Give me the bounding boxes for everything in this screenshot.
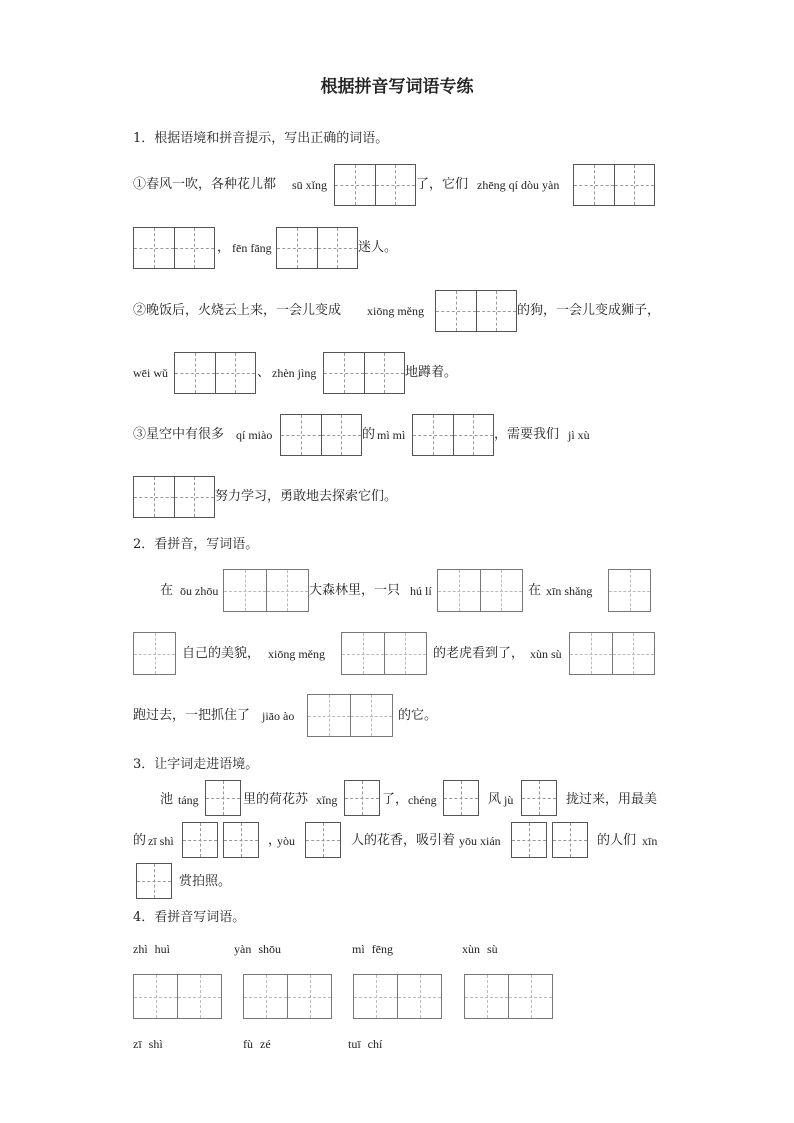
- answer-box-q1-s2-2[interactable]: [174, 352, 256, 394]
- q1-s1-text-a: ①春风一吹，各种花儿都: [133, 177, 277, 192]
- answer-box-q2-1[interactable]: [223, 569, 309, 612]
- q1-s2-pinyin-1: xiōng měng: [367, 304, 424, 318]
- answer-box-q1-s1-2a[interactable]: [573, 164, 655, 206]
- answer-box-q2-3b[interactable]: [133, 632, 176, 675]
- q1-s3-pinyin-1: qí miào: [236, 428, 273, 442]
- q1-s1-pinyin-1: sū xǐng: [292, 178, 328, 192]
- q3-pinyin-1: táng: [178, 793, 199, 807]
- q2-pinyin-4: xiōng měng: [268, 647, 325, 661]
- answer-box-q3-2[interactable]: [344, 780, 380, 816]
- q1-s2-text-c: 、: [257, 365, 271, 380]
- q4-pinyin-2: yàn shōu: [234, 942, 281, 956]
- q1-s2-pinyin-2: wēi wǔ: [133, 366, 168, 380]
- q2-heading: 2．看拼音，写词语。: [133, 537, 259, 552]
- answer-box-q1-s3-1[interactable]: [280, 414, 362, 456]
- q4-pinyin-4: xùn sù: [462, 942, 498, 956]
- answer-box-q1-s2-3[interactable]: [323, 352, 405, 394]
- q1-s2-text-b: 的狗，一会儿变成狮子，: [517, 303, 661, 318]
- answer-box-q4-4[interactable]: [464, 974, 553, 1019]
- answer-box-q2-6[interactable]: [307, 694, 393, 737]
- q1-s3-text-a: ③星空中有很多: [133, 427, 225, 442]
- q3-pinyin-2: xǐng: [316, 793, 338, 807]
- answer-box-q1-s3-2[interactable]: [412, 414, 494, 456]
- q1-s3-pinyin-3: jì xù: [568, 428, 590, 442]
- answer-box-q2-4[interactable]: [341, 632, 427, 675]
- answer-box-q3-5b[interactable]: [223, 822, 259, 858]
- q1-s1-text-d: 迷人。: [358, 240, 398, 255]
- q1-s3-text-d: 努力学习，勇敢地去探索它们。: [215, 489, 398, 504]
- q2-pinyin-5: xùn sù: [530, 647, 562, 661]
- q3-text-d: 风: [488, 792, 502, 807]
- q3-text-i: 的人们: [597, 833, 637, 848]
- q2-text-c: 在: [528, 583, 542, 598]
- q4-pinyin-6: fù zé: [243, 1037, 271, 1051]
- q2-text-g: 的它。: [398, 708, 438, 723]
- answer-box-q2-3a[interactable]: [608, 569, 651, 612]
- answer-box-q3-6[interactable]: [305, 822, 341, 858]
- answer-box-q3-7b[interactable]: [552, 822, 588, 858]
- answer-box-q4-3[interactable]: [353, 974, 442, 1019]
- q1-s2-pinyin-3: zhèn jìng: [272, 366, 317, 380]
- q1-s3-pinyin-2: mì mì: [377, 428, 406, 442]
- q1-s1-text-c: ，: [217, 240, 231, 255]
- q3-text-b: 里的荷花苏: [243, 792, 309, 807]
- q2-pinyin-1: ōu zhōu: [180, 584, 219, 598]
- q3-text-f: 的: [133, 833, 147, 848]
- q2-pinyin-3: xīn shǎng: [546, 584, 593, 598]
- answer-box-q2-2[interactable]: [437, 569, 523, 612]
- q1-s1-text-b: 了，它们: [416, 177, 469, 192]
- q3-text-e: 拢过来，用最美: [566, 792, 658, 807]
- page-title: 根据拼音写词语专练: [320, 77, 474, 97]
- q1-s3-text-c: ，需要我们: [494, 427, 560, 442]
- answer-box-q1-s1-3[interactable]: [276, 227, 358, 269]
- q2-text-b: 大森林里，一只: [309, 583, 401, 598]
- q1-s1-pinyin-2: zhēng qí dòu yàn: [477, 178, 560, 192]
- q2-pinyin-2: hú lí: [410, 584, 432, 598]
- answer-box-q3-7a[interactable]: [511, 822, 547, 858]
- answer-box-q3-5a[interactable]: [182, 822, 218, 858]
- q4-pinyin-3: mì fēng: [352, 942, 393, 956]
- q3-pinyin-6: yòu: [277, 834, 295, 848]
- q2-text-d: 自己的美貌，: [182, 646, 261, 661]
- answer-box-q1-s2-1[interactable]: [435, 290, 517, 332]
- q2-pinyin-6: jiāo ào: [262, 709, 295, 723]
- q3-pinyin-3: chéng: [408, 793, 437, 807]
- q4-pinyin-5: zī shì: [133, 1037, 163, 1051]
- q2-text-e: 的老虎看到了，: [433, 646, 525, 661]
- q4-heading: 4．看拼音写词语。: [133, 910, 246, 925]
- q3-text-h: 人的花香，吸引着: [351, 833, 456, 848]
- answer-box-q3-8[interactable]: [136, 863, 172, 899]
- q3-pinyin-8: xīn: [642, 834, 658, 848]
- q1-s2-text-a: ②晚饭后，火烧云上来，一会儿变成: [133, 303, 342, 318]
- q2-text-f: 跑过去，一把抓住了: [133, 708, 251, 723]
- answer-box-q3-3[interactable]: [443, 780, 479, 816]
- q4-pinyin-7: tuī chí: [348, 1037, 383, 1051]
- answer-box-q4-2[interactable]: [243, 974, 332, 1019]
- answer-box-q2-5[interactable]: [569, 632, 655, 675]
- q1-s3-text-b: 的: [362, 427, 376, 442]
- answer-box-q1-s1-1[interactable]: [334, 164, 416, 206]
- q3-text-j: 赏拍照。: [179, 874, 232, 889]
- q3-pinyin-5: zī shì: [148, 834, 174, 848]
- q3-text-a: 池: [160, 792, 174, 807]
- answer-box-q4-1[interactable]: [133, 974, 222, 1019]
- q2-text-a: 在: [160, 583, 174, 598]
- q3-text-g: ，: [268, 833, 282, 848]
- answer-box-q3-4[interactable]: [521, 780, 557, 816]
- answer-box-q3-1[interactable]: [205, 780, 241, 816]
- q4-pinyin-1: zhì huì: [133, 942, 170, 956]
- q3-text-c: 了，: [382, 792, 409, 807]
- q3-heading: 3．让字词走进语境。: [133, 757, 259, 772]
- answer-box-q1-s1-2b[interactable]: [133, 227, 215, 269]
- q3-pinyin-7: yōu xián: [459, 834, 501, 848]
- q1-heading: 1．根据语境和拼音提示，写出正确的词语。: [133, 131, 389, 146]
- answer-box-q1-s3-3[interactable]: [133, 476, 215, 518]
- q3-pinyin-4: jù: [504, 793, 514, 807]
- q1-s2-text-d: 地蹲着。: [405, 365, 458, 380]
- q1-s1-pinyin-3: fēn fāng: [232, 241, 272, 255]
